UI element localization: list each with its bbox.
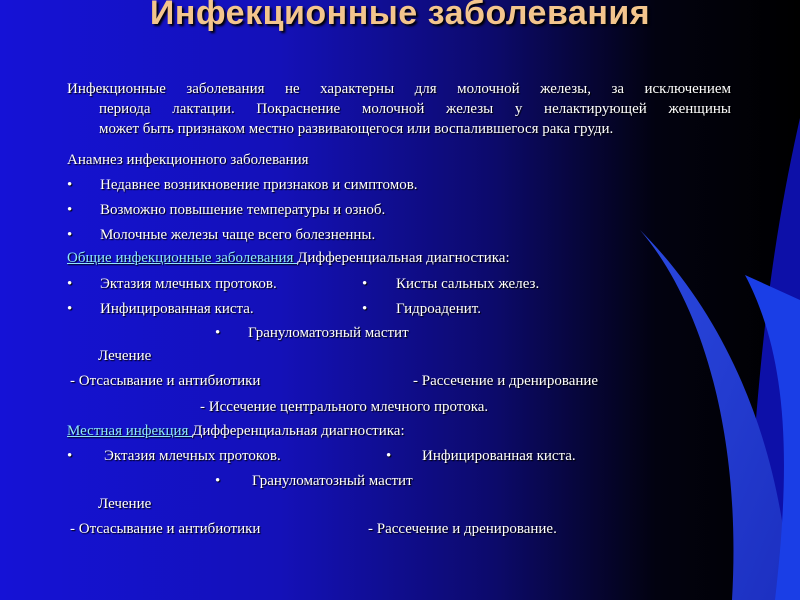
local-diff-label: Дифференциальная диагностика: <box>192 423 405 439</box>
history-bullet-1 <box>67 175 72 195</box>
history-item-3: Молочные железы чаще всего болезненны. <box>100 227 376 243</box>
general-treatment-3: - Иссечение центрального млечного протока. <box>200 399 489 415</box>
general-bullet-3 <box>67 299 72 319</box>
local-treatment-1: - Отсасывание и антибиотики <box>70 521 261 537</box>
general-infections-link[interactable]: Общие инфекционные заболевания <box>67 250 298 266</box>
general-bullet-4 <box>362 299 367 319</box>
general-diff-item-1: Эктазия млечных протоков. <box>100 276 277 292</box>
intro-line-3: может быть признаком местно развивающегося или воспалившегося рака груди. <box>99 121 614 137</box>
bullet-icon: • <box>67 276 73 292</box>
slide-title: Инфекционные заболевания <box>149 0 651 32</box>
general-treatment-2: - Рассечение и дренирование <box>413 373 599 389</box>
general-diff-item-3: Инфицированная киста. <box>100 301 254 317</box>
bullet-icon: • <box>67 301 73 317</box>
general-diff-line <box>67 248 510 268</box>
intro-line-1: Инфекционные заболевания не характерны для молочной железы, за исключением <box>67 81 731 97</box>
local-bullet-2 <box>386 446 391 466</box>
general-diff-label: Дифференциальная диагностика: <box>297 250 510 266</box>
general-diff-item-5: Грануломатозный мастит <box>248 325 409 341</box>
bullet-icon: • <box>67 177 73 193</box>
history-item-1: Недавнее возникновение признаков и симптомов. <box>100 177 418 193</box>
general-treatment-label: Лечение <box>98 348 152 364</box>
local-bullet-1 <box>67 446 72 466</box>
bullet-icon: • <box>362 301 368 317</box>
local-bullet-3 <box>215 471 220 491</box>
bullet-icon: • <box>215 473 221 489</box>
local-diff-item-3: Грануломатозный мастит <box>252 473 413 489</box>
intro-paragraph <box>67 79 731 139</box>
bullet-icon: • <box>215 325 221 341</box>
bullet-icon: • <box>362 276 368 292</box>
local-diff-item-1: Эктазия млечных протоков. <box>104 448 281 464</box>
local-treatment-label: Лечение <box>98 496 152 512</box>
general-bullet-5 <box>215 323 220 343</box>
history-bullet-2 <box>67 200 72 220</box>
general-treatment-1: - Отсасывание и антибиотики <box>70 373 261 389</box>
local-infection-link[interactable]: Местная инфекция <box>67 423 193 439</box>
bullet-icon: • <box>386 448 392 464</box>
general-bullet-2 <box>362 274 367 294</box>
local-diff-line <box>67 421 405 441</box>
history-item-2: Возможно повышение температуры и озноб. <box>100 202 386 218</box>
general-diff-item-2: Кисты сальных желез. <box>396 276 540 292</box>
history-bullet-3 <box>67 225 72 245</box>
general-diff-item-4: Гидроаденит. <box>396 301 481 317</box>
local-diff-item-2: Инфицированная киста. <box>422 448 576 464</box>
bullet-icon: • <box>67 227 73 243</box>
history-heading: Анамнез инфекционного заболевания <box>67 152 309 168</box>
intro-line-2: периода лактации. Покраснение молочной железы у нелактирующей женщины <box>99 101 731 117</box>
bullet-icon: • <box>67 448 73 464</box>
local-treatment-2: - Рассечение и дренирование. <box>368 521 557 537</box>
bullet-icon: • <box>67 202 73 218</box>
general-bullet-1 <box>67 274 72 294</box>
